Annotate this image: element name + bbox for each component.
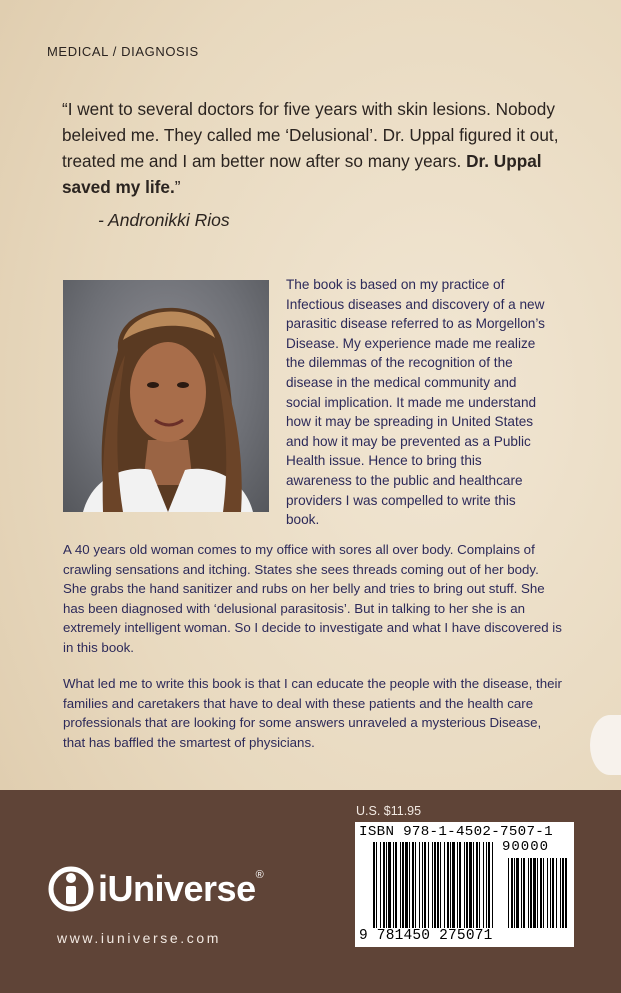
testimonial-quote	[62, 96, 582, 200]
addon-bar	[528, 858, 529, 928]
barcode-bar	[409, 842, 410, 928]
barcode-bar	[428, 842, 429, 928]
iuniverse-logo-icon	[48, 866, 94, 912]
quote-close: ”	[174, 177, 181, 197]
barcode-bar	[457, 842, 458, 928]
barcode-bar	[383, 842, 385, 928]
addon-bar	[533, 858, 536, 928]
addon-bar	[552, 858, 554, 928]
publisher-name: iUniverse	[98, 868, 256, 909]
barcode-bar	[415, 842, 416, 928]
barcode-bar	[395, 842, 397, 928]
barcode-bar	[492, 842, 493, 928]
barcode-bar	[488, 842, 490, 928]
addon-bar	[514, 858, 515, 928]
publisher-brand	[48, 866, 264, 912]
addon-bar	[540, 858, 542, 928]
barcode-bar	[479, 842, 480, 928]
barcode-bar	[469, 842, 472, 928]
author-photo	[63, 280, 269, 512]
addon-bar	[523, 858, 525, 928]
barcode-bar	[376, 842, 377, 928]
barcode-bar	[393, 842, 394, 928]
barcode-bar	[452, 842, 455, 928]
addon-bar	[530, 858, 532, 928]
publisher-url: www.iuniverse.com	[57, 930, 222, 946]
barcode-bar	[464, 842, 465, 928]
barcode-bar	[434, 842, 436, 928]
author-portrait-icon	[63, 280, 269, 512]
barcode-bar	[483, 842, 484, 928]
addon-bar	[565, 858, 567, 928]
barcode-bar	[373, 842, 375, 928]
barcode-bar	[412, 842, 414, 928]
case-paragraph: A 40 years old woman comes to my office with sores all over body. Complains of crawling sensations and itching. States she sees threads coming out of her body. She grabs the hand sanitizer and rubs on her belly and tries to bring out stuff. She has been diagnosed with ‘delusional parasitosis’. But in talking to her she is an extremely intelligent woman. So I decide to investigate and what I have discovered is in this book.	[63, 542, 562, 655]
addon-bar	[550, 858, 551, 928]
barcode-bar	[388, 842, 391, 928]
purpose-paragraph: What led me to write this book is that I can educate the people with the disease, their families and caretakers that have to deal with these patients and the health care professionals that are looking for some answers unraveled a mysterious Disease, that has baffled the smartest of physicians.	[63, 676, 562, 750]
barcode-bar	[386, 842, 387, 928]
quote-emphasis: Dr. Uppal saved my life.	[62, 151, 542, 197]
addon-bar	[556, 858, 557, 928]
barcode-bar	[466, 842, 468, 928]
addon-code: 90000	[502, 839, 550, 855]
addon-bar	[562, 858, 564, 928]
barcode-bar	[444, 842, 445, 928]
price-label: U.S. $11.95	[356, 804, 422, 818]
addon-bar	[521, 858, 522, 928]
addon-bar	[537, 858, 538, 928]
addon-bar	[508, 858, 509, 928]
addon-bar	[543, 858, 544, 928]
barcode-bar	[447, 842, 449, 928]
addon-bar	[511, 858, 513, 928]
barcode-bar	[486, 842, 487, 928]
barcode-bar	[422, 842, 423, 928]
barcode-bar	[424, 842, 426, 928]
barcode-bar	[405, 842, 408, 928]
isbn-number: ISBN 978-1-4502-7507-1	[359, 824, 553, 840]
barcode	[355, 822, 574, 947]
barcode-digits: 9 781450 275071	[359, 928, 493, 944]
intro-paragraph: The book is based on my practice of Infectious diseases and discovery of a new parasitic disease referred to as Morgellon’s Disease. My experience made me realize the dilemmas of the recognition of the disease in the medical community and social implication. It made me understand how it may be spreading in United States and how it may be prevented as a Public Health issue. Hence to bring this awareness to the public and healthcare providers I was compelled to write this book.	[286, 277, 545, 528]
barcode-bar	[440, 842, 441, 928]
addon-bar	[516, 858, 519, 928]
barcode-bar	[450, 842, 451, 928]
registered-mark: ®	[255, 869, 264, 881]
quote-text: “I went to several doctors for five years with skin lesions. Nobody beleived me. They called me ‘Delusional’. Dr. Uppal figured it out, treated me and I am better now after so many years.	[62, 99, 559, 171]
barcode-bar	[459, 842, 461, 928]
quote-attribution: - Andronikki Rios	[98, 210, 230, 230]
barcode-bar	[400, 842, 401, 928]
addon-bar	[560, 858, 561, 928]
category-label: MEDICAL / DIAGNOSIS	[47, 44, 199, 59]
barcode-bar	[473, 842, 474, 928]
addon-bar	[547, 858, 548, 928]
barcode-bar	[402, 842, 404, 928]
decorative-edge	[590, 715, 621, 775]
barcode-bar	[380, 842, 381, 928]
barcode-bar	[476, 842, 478, 928]
barcode-bar	[437, 842, 439, 928]
barcode-bar	[419, 842, 420, 928]
barcode-bar	[432, 842, 433, 928]
